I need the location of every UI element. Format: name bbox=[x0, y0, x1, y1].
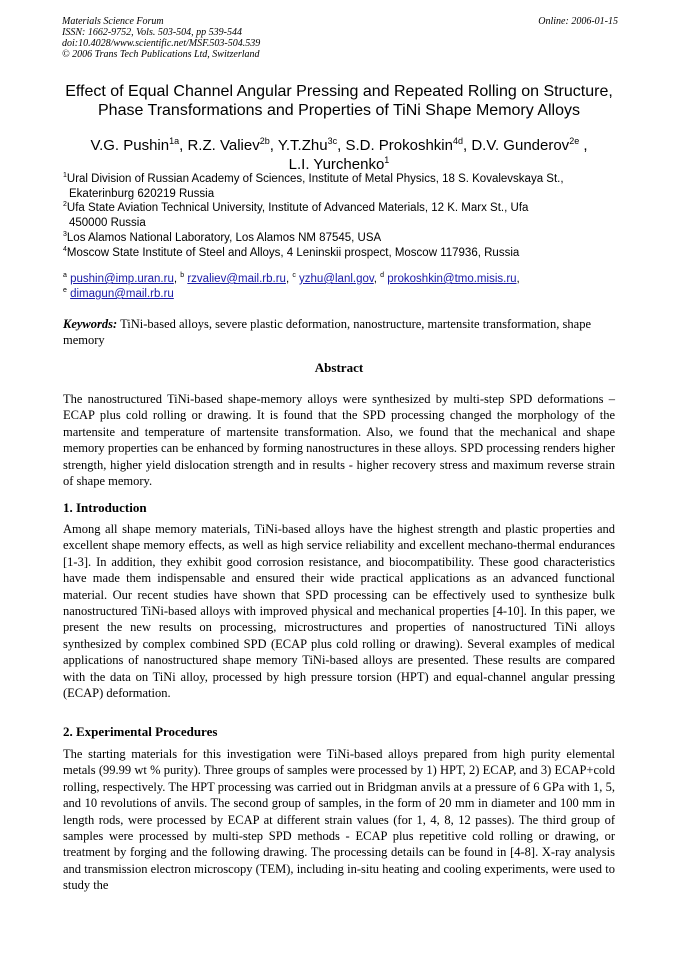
copyright-line: © 2006 Trans Tech Publications Ltd, Switzerland bbox=[62, 49, 260, 60]
title-line: Effect of Equal Channel Angular Pressing and Repeated Rolling on Structure, bbox=[65, 83, 613, 100]
affiliation-number: 3 bbox=[63, 230, 67, 238]
affiliation-number: 2 bbox=[63, 201, 67, 209]
title-line: Phase Transformations and Properties of TiNi Shape Memory Alloys bbox=[98, 102, 580, 119]
email-link[interactable]: dimagun@mail.rb.ru bbox=[70, 288, 174, 300]
keywords-label: Keywords: bbox=[63, 317, 118, 331]
author-affil-marker: 4d bbox=[452, 136, 463, 146]
journal-header bbox=[62, 16, 618, 60]
experimental-text: The starting materials for this investigation were TiNi-based alloys prepared from high purity elemental metals (99.99 wt % purity). Three groups of samples were processed by 1) HPT, 2) ECAP, and 3) ECAP+cold rolling, respectively. The HPT processing was carried out in Bridgman anvils at a pressure of 6 GPa with 1, 5, and 10 revolutions of anvils. The second group of samples, in the form of 20 mm in diameter and 100 mm in length rods, were processed by ECAP at different strain values (for 1, 4, 8, 12 passes). The third group of samples were processed by multi-step SPD methods - ECAP plus repetitive cold rolling or drawing, or treatment by forging and the following drawing. The processing details can be found in [4-8]. X-ray analysis and transmission electron microscopy (TEM), including in-situ heating and cooling experiments, were used to study the bbox=[63, 747, 615, 893]
section-heading: 2. Experimental Procedures bbox=[63, 724, 218, 739]
keywords-block bbox=[63, 317, 615, 348]
keywords-text: TiNi-based alloys, severe plastic deformation, nanostructure, martensite transformation, shape memory bbox=[63, 317, 592, 347]
author-name: D.V. Gunderov bbox=[471, 137, 570, 154]
affiliation-list bbox=[63, 172, 615, 260]
author-name: L.I. Yurchenko bbox=[288, 156, 385, 173]
affiliation: $^4$Moscow State Institute of Steel and Alloys, 4 Leninskii prospect, Moscow 117936, Russia bbox=[63, 245, 520, 259]
email-link[interactable]: pushin@imp.uran.ru bbox=[70, 273, 174, 285]
author-affil-marker: 2e bbox=[569, 136, 580, 146]
abstract-heading: Abstract bbox=[314, 360, 364, 375]
author-name: S.D. Prokoshkin bbox=[345, 137, 453, 154]
author-name: V.G. Pushin bbox=[90, 137, 170, 154]
email-link[interactable]: yzhu@lanl.gov bbox=[299, 273, 374, 285]
online-date: Online: 2006-01-15 bbox=[538, 16, 618, 27]
email-list: $^a$ pushin@imp.uran.ru, $^b$ rzvaliev@mail.rb.ru, $^c$ yzhu@lanl.gov, $^d$ prokoshkin@tmo.misis.ru, $^e$ dimagun@mail.rb.ru bbox=[63, 272, 520, 300]
affiliation: $^1$Ural Division of Russian Academy of Sciences, Institute of Metal Physics, 18 S. Kovalevskaya St., Ekaterinburg 620219 Russia bbox=[63, 172, 564, 200]
author-affil-marker: 1a bbox=[169, 136, 180, 146]
affiliation-number: 1 bbox=[63, 172, 67, 180]
issn-line: ISSN: 1662-9752, Vols. 503-504, pp 539-544 bbox=[62, 27, 242, 38]
section-heading: 1. Introduction bbox=[63, 500, 147, 515]
email-link[interactable]: rzvaliev@mail.rb.ru bbox=[187, 273, 286, 285]
author-name: R.Z. Valiev bbox=[187, 137, 260, 154]
author-list: V.G. Pushin$^{1a}$, R.Z. Valiev$^{2b}$, Y.T.Zhu$^{3c}$, S.D. Prokoshkin$^{4d}$, D.V. Gunderov$^{2e}$ , L.I. Yurchenko$^1$ bbox=[90, 136, 588, 173]
author-name: Y.T.Zhu bbox=[277, 137, 328, 154]
abstract-text: The nanostructured TiNi-based shape-memory alloys were synthesized by multi-step SPD deformations – ECAP plus cold rolling or drawing. It is found that the SPD processing changed the morphology of the martensite and temperature of martensite transformation. Also, we found that the mechanical and shape memory properties can be enhanced by forming nanostructures in these alloys. SPD processing renders higher strength, higher yield dislocation strength and in results - higher recovery stress and maximum reverse strain of shape memory. bbox=[63, 392, 615, 489]
author-affil-marker: 1 bbox=[384, 155, 390, 165]
affiliation-number: 4 bbox=[63, 245, 67, 253]
affiliation: $^3$Los Alamos National Laboratory, Los Alamos NM 87545, USA bbox=[63, 230, 382, 244]
email-link[interactable]: prokoshkin@tmo.misis.ru bbox=[387, 273, 517, 285]
doi-line: doi:10.4028/www.scientific.net/MSF.503-504.539 bbox=[62, 38, 261, 49]
author-affil-marker: 2b bbox=[259, 136, 270, 146]
intro-text: Among all shape memory materials, TiNi-based alloys have the highest strength and plastic properties and excellent shape memory effects, as well as high service reliability and excellent mechano-thermal endurances [1-3]. In addition, they exhibit good corrosion resistance, and biocompatibility. These good characteristics have made them indispensable and ensured their wide practical applications as an advanced functional material. Our recent studies have shown that SPD processing can be effectively used to synthesize bulk nanostructured TiNi-based alloys with improved physical and mechanical properties [4-10]. In this paper, we present the new results on processing, microstructures and properties of nanostructured TiNi alloys synthesized by complex combined SPD (ECAP plus cold rolling or drawing). Several examples of medical applications of nanostructured shape memory TiNi-based alloys are presented. These results are compared with the data on TiNi alloy, processed by high pressure torsion (HPT) and equal-channel angular pressing (ECAP) deformation. bbox=[63, 522, 615, 701]
affiliation: $^2$Ufa State Aviation Technical University, Institute of Advanced Materials, 12 K. Marx St., Ufa 450000 Russia bbox=[63, 201, 529, 230]
paper-title bbox=[60, 82, 618, 120]
journal-name: Materials Science Forum bbox=[62, 16, 164, 27]
author-affil-marker: 3c bbox=[327, 136, 338, 146]
